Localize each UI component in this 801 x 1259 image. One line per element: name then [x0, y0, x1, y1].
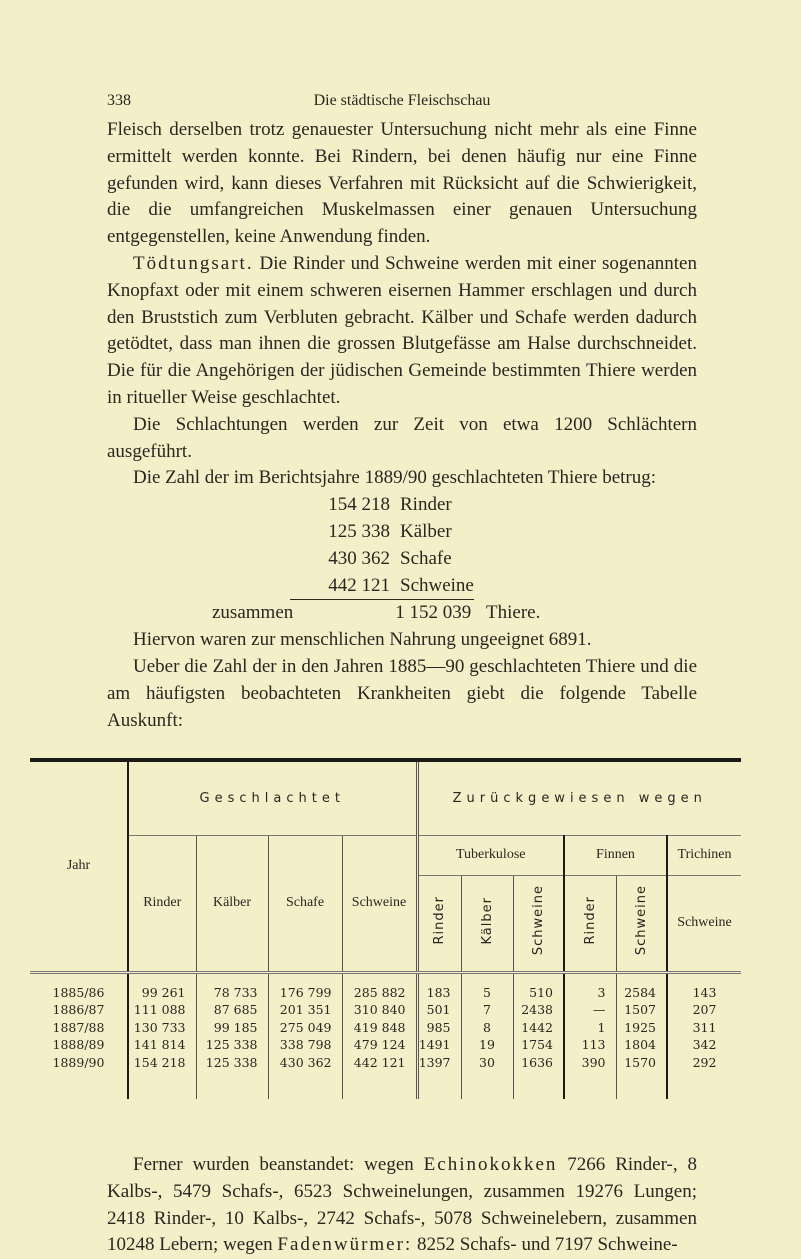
sub-finnen: Finnen: [564, 835, 667, 875]
emphasis: Echinokokken: [423, 1154, 558, 1175]
col-tb-rinder: Rinder: [432, 896, 447, 945]
paragraph: Die Zahl der im Berichtsjahre 1889/90 geschlachteten Thiere betrug:: [133, 467, 657, 489]
cells-tb-rinder: [417, 972, 461, 1099]
col-trich-schweine: Schweine: [667, 875, 741, 972]
table-cell: 1889/90: [52, 1054, 105, 1070]
col-rinder: Rinder: [128, 835, 196, 972]
table-cell: 275 049: [279, 1019, 332, 1035]
cells-schweine: [342, 972, 417, 1099]
table-cell: 338 798: [279, 1037, 332, 1052]
count: 154 218: [328, 494, 390, 516]
table-cell: 78 733: [213, 984, 258, 1000]
table-cell: 2584: [624, 984, 656, 1000]
emphasis: Fadenwürmer:: [277, 1234, 413, 1256]
statistics-table: [30, 758, 741, 1099]
cells-fin-rinder: [564, 972, 616, 1099]
table-cell: 419 848: [353, 1019, 406, 1035]
animal: Rinder: [400, 494, 452, 516]
paragraph-text: 7266 Rinder-, 8 Kalbs-, 5479 Schafs-, 6523 Schweinelungen, zusammen 19276 Lungen; 2418 Rinder-, 10 Kalbs-, 2742 Schafs-, 5078 Schweinelebern, zusammen 10248 Lebern; wegen: [107, 1154, 697, 1256]
table-cell: 207: [692, 1002, 717, 1017]
count: 430 362: [328, 547, 390, 569]
table-cell: 154 218: [133, 1054, 186, 1070]
table-cell: 1925: [624, 1019, 656, 1035]
cells-trich-schweine: [667, 972, 741, 1099]
table-cell: 201 351: [279, 1002, 332, 1017]
sub-tuberculosis: Tuberkulose: [417, 835, 564, 875]
table-cell: 292: [692, 1054, 717, 1070]
paragraph: Die Schlachtungen werden zur Zeit von etwa 1200 Schlächtern ausgeführt.: [107, 413, 697, 462]
body-text: [107, 117, 697, 734]
section-lead: Tödtungsart.: [133, 252, 254, 274]
col-schafe: Schafe: [268, 835, 342, 972]
cells-rinder: [128, 972, 196, 1099]
table-cell: 1636: [521, 1054, 553, 1070]
cells-tb-schweine: [513, 972, 564, 1099]
table-cell: 501: [426, 1002, 451, 1017]
table-cell: 1442: [521, 1019, 553, 1035]
paragraph-text: Ferner wurden beanstandet: wegen: [133, 1154, 424, 1175]
cells-schafe: [268, 972, 342, 1099]
table-cell: 125 338: [205, 1037, 258, 1052]
total-animal: Thiere.: [486, 602, 541, 624]
table-cell: 99 261: [141, 984, 186, 1000]
page-number: 338: [107, 92, 131, 109]
paragraph: Fleisch derselben trotz genauester Untersuchung nicht mehr als eine Finne ermittelt werden konnte. Bei Rindern, bei denen häufig nur eine Finne gefunden wird, kann dieses Verfahren mit Rücksicht auf die Schwierigkeit, die die umfangreichen Muskelmassen einer genauen Untersuchung entgegenstellen, keine Anwendung finden.: [107, 119, 697, 248]
count: 442 121: [290, 573, 400, 601]
table-cell: 1888/89: [52, 1037, 105, 1052]
table-cell: 310 840: [353, 1002, 406, 1017]
table-cell: 130 733: [133, 1019, 186, 1035]
group-rejected: Zurückgewiesen wegen: [417, 760, 741, 835]
table-body: [30, 972, 741, 1099]
animal: Schweine: [400, 573, 474, 601]
paragraph: Ueber die Zahl der in den Jahren 1885—90 geschlachteten Thiere und die am häufigsten beobachteten Krankheiten giebt die folgende Tabelle Auskunft:: [107, 655, 697, 731]
body-text-after: [107, 1152, 697, 1259]
col-fin-rinder: Rinder: [582, 896, 598, 945]
table-cell: 342: [692, 1037, 717, 1052]
paragraph-text: Die Rinder und Schweine werden mit einer sogenannten Knopfaxt oder mit einem schweren eisernen Hammer erschlagen und durch den Bruststich zum Verbluten gebracht. Kälber und Schafe werden dadurch getödtet, dass man ihnen die grossen Blutgefässe am Halse durchschneidet. Die für die Angehörigen der jüdischen Gemeinde bestimmten Thiere werden in ritueller Weise geschlachtet.: [107, 252, 697, 408]
cells-kaelber: [196, 972, 268, 1099]
col-kaelber: Kälber: [196, 835, 268, 972]
table-cell: 1887/88: [52, 1019, 105, 1035]
table-cell: 285 882: [353, 984, 406, 1000]
table-cell: 19: [479, 1037, 495, 1052]
table-cell: 183: [426, 984, 451, 1000]
total-count: 1 152 039: [395, 602, 472, 624]
paragraph: Hiervon waren zur menschlichen Nahrung ungeeignet 6891.: [133, 629, 592, 651]
col-schweine: Schweine: [342, 835, 417, 972]
col-tb-schweine: Schweine: [530, 885, 546, 956]
table-cell: 87 685: [213, 1002, 258, 1017]
table-cell: 111 088: [133, 1002, 186, 1017]
table-cell: 1: [597, 1019, 606, 1035]
table-cell: 7: [483, 1002, 491, 1017]
table-cell: 99 185: [213, 1019, 258, 1035]
table-cell: 176 799: [279, 984, 332, 1000]
table-cell: 390: [581, 1054, 606, 1070]
col-fin-schweine: Schweine: [633, 885, 649, 956]
group-slaughtered: Geschlachtet: [128, 760, 417, 835]
table-cell: 30: [479, 1054, 495, 1070]
table-cell: 479 124: [353, 1037, 406, 1052]
table-cell: 125 338: [205, 1054, 258, 1070]
table-cell: 1754: [521, 1037, 553, 1052]
table-cell: 1886/87: [52, 1002, 105, 1017]
paragraph-text: 8252 Schafs- und 7197 Schweine-: [412, 1234, 678, 1256]
slaughter-list: [107, 492, 697, 627]
table-cell: 2438: [521, 1002, 553, 1017]
paragraph: [107, 1152, 697, 1259]
cells-tb-kaelber: [461, 972, 513, 1099]
animal: Kälber: [400, 520, 452, 542]
table-cell: 1491: [418, 1037, 451, 1052]
running-title: Die städtische Fleischschau: [313, 92, 491, 109]
table-cell: 143: [692, 984, 717, 1000]
table-cell: 985: [426, 1019, 451, 1035]
cells-fin-schweine: [616, 972, 667, 1099]
table-cell: 510: [529, 984, 553, 1000]
table-cell: 5: [483, 984, 491, 1000]
table-cell: —: [593, 1002, 606, 1017]
cells-year: [30, 972, 128, 1099]
table-cell: 1507: [624, 1002, 656, 1017]
paragraph: [107, 251, 697, 412]
table-cell: 311: [692, 1019, 717, 1035]
count: 125 338: [328, 520, 390, 542]
total-label: zusammen: [212, 602, 294, 624]
table-cell: 113: [581, 1037, 606, 1052]
col-tb-kaelber: Kälber: [479, 896, 495, 945]
table-cell: 1397: [418, 1054, 451, 1070]
table-cell: 3: [597, 984, 606, 1000]
animal: Schafe: [400, 547, 452, 569]
table-cell: 442 121: [353, 1054, 406, 1070]
table-cell: 8: [483, 1019, 491, 1035]
col-year: Jahr: [30, 760, 128, 972]
table-cell: 141 814: [133, 1037, 186, 1052]
table-cell: 430 362: [279, 1054, 332, 1070]
sub-trichinen: Trichinen: [667, 835, 741, 875]
table-cell: 1885/86: [52, 984, 105, 1000]
table-cell: 1804: [624, 1037, 656, 1052]
table-cell: 1570: [624, 1054, 656, 1070]
